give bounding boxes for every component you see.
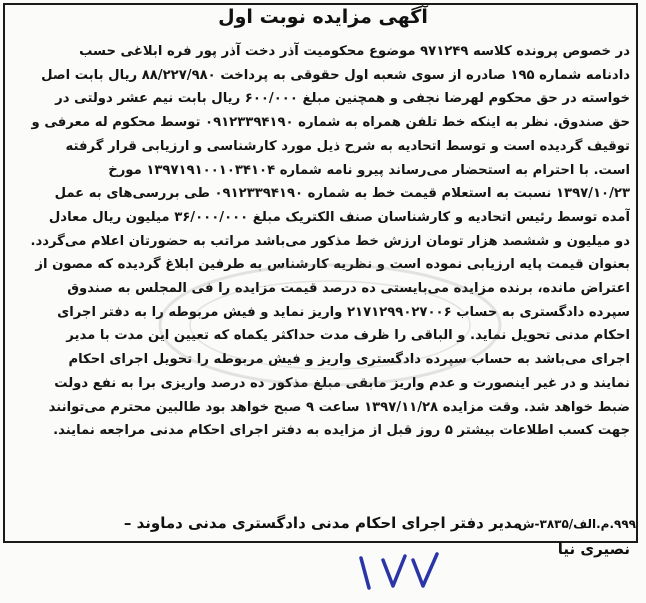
body-line: جهت کسب اطلاعات بیشتر ۵ روز قبل از مزایده به دفتر اجرای احکام مدنی مراجعه نمایند. bbox=[53, 423, 630, 439]
notice-title: آگهی مزایده نوبت اول bbox=[218, 6, 428, 28]
body-line: دادنامه شماره ۱۹۵ صادره از سوی شعبه اول حقوقی به پرداخت ۸۸/۲۲۷/۹۸۰ ریال بابت اصل bbox=[41, 67, 630, 83]
handwritten-number-mark bbox=[355, 548, 455, 596]
body-line: سپرده دادگستری به حساب ۲۱۷۱۲۹۹۰۲۷۰۰۶ واریز نماید و فیش مربوطه را به دفتر اجرای bbox=[57, 304, 630, 320]
body-line: اجرای می‌باشد به حساب سپرده دادگستری واریز و فیش مربوطه را تحویل اجرای احکام bbox=[68, 352, 630, 368]
notice-body bbox=[14, 40, 630, 443]
body-line: ضبط خواهد شد. وقت مزایده ۱۳۹۷/۱۱/۲۸ ساعت ۹ صبح خواهد بود طالبین محترم می‌توانند bbox=[48, 399, 630, 415]
body-line: نمایند و در غیر اینصورت و عدم واریز مابقی مبلغ مذکور ده درصد واریزی برا به نفع دولت bbox=[54, 375, 630, 391]
signature-title: مدیر دفتر اجرای احکام مدنی دادگستری مدنی دماوند – bbox=[123, 514, 522, 532]
signature-block bbox=[10, 514, 636, 566]
body-line: ۱۳۹۷/۱۰/۲۳ نسبت به استعلام قیمت خط به شماره ۰۹۱۲۳۳۹۴۱۹۰ طی بررسی‌های به عمل bbox=[54, 186, 630, 202]
body-line: آمده توسط رئیس اتحادیه و کارشناسان صنف الکتریک مبلغ ۳۶/۰۰۰/۰۰۰ میلیون ریال معادل bbox=[48, 209, 630, 225]
body-line: در خصوص پرونده کلاسه ۹۷۱۲۴۹ موضوع محکومیت آذر دخت آذر پور فره ابلاغی حسب bbox=[79, 44, 630, 59]
body-line: دو میلیون و ششصد هزار تومان ارزش خط مذکور می‌باشد مراتب به حضورتان اعلام می‌گردد. bbox=[30, 233, 630, 249]
signature-name: نصیری نیا bbox=[557, 540, 630, 558]
reference-code: ۹۹۹.م.الف/۳۸۳۵-ش bbox=[517, 517, 636, 531]
body-line: بعنوان قیمت پایه ارزیابی نموده است و نظریه کارشناس به طرفین ابلاغ گردیده که مصون از bbox=[35, 257, 630, 273]
body-line: خواسته در حق محکوم لهرضا نجفی و همچنین مبلغ ۶۰۰/۰۰۰ ریال بابت نیم عشر دولتی در bbox=[55, 91, 630, 107]
body-line: است. با احترام به استحضار می‌رساند پیرو نامه شماره ۱۳۹۷۱۹۱۰۰۱۰۳۴۱۰۴ مورخ bbox=[108, 162, 630, 178]
body-line: اعتراض مانده، برنده مزایده می‌بایستی ده درصد قیمت مزایده را فی المجلس به صندوق bbox=[67, 281, 630, 297]
body-line: توقیف گردیده است و توسط اتحادیه به شرح ذیل مورد کارشناسی و ارزیابی قرار گرفته bbox=[65, 138, 630, 154]
body-line: حق صندوق. نظر به اینکه خط تلفن همراه به شماره ۰۹۱۲۳۳۹۴۱۹۰ توسط محکوم له معرفی و bbox=[31, 115, 630, 131]
body-line: احکام مدنی تحویل نماید. و الباقی را ظرف مدت حداکثر یکماه که تعیین این مدت با مدیر bbox=[66, 328, 630, 344]
